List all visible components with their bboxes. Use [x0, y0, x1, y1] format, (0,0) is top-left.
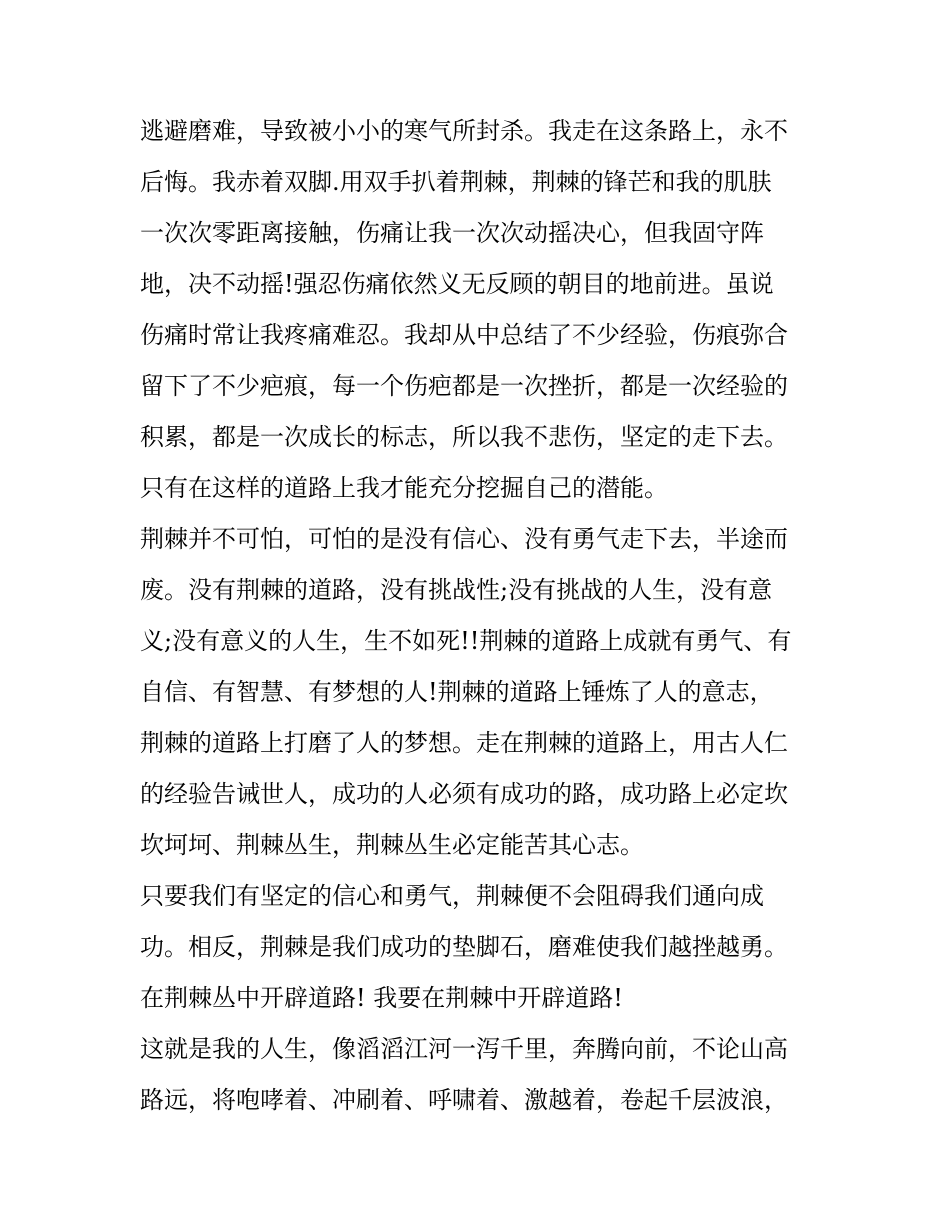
text-line: 废。没有荆棘的道路，没有挑战性;没有挑战的人生，没有意: [140, 576, 773, 604]
text-line: 地，决不动摇!强忍伤痛依然义无反顾的朝目的地前进。虽说: [140, 270, 774, 298]
text-line: 坎坷坷、荆棘丛生，荆棘丛生必定能苦其心志。: [140, 831, 644, 859]
text-line: 一次次零距离接触，伤痛让我一次次动摇决心，但我固守阵: [140, 219, 764, 247]
text-line: 后悔。我赤着双脚.用双手扒着荆棘，荆棘的锋芒和我的肌肤: [140, 168, 772, 196]
text-line: 只有在这样的道路上我才能充分挖掘自己的潜能。: [140, 474, 668, 502]
text-line: 义;没有意义的人生，生不如死!!荆棘的道路上成就有勇气、有: [140, 627, 792, 655]
text-line: 逃避磨难，导致被小小的寒气所封杀。我走在这条路上，永不: [140, 117, 788, 145]
document-body: [140, 106, 820, 1126]
text-line: 在荆棘丛中开辟道路! 我要在荆棘中开辟道路!: [140, 984, 623, 1012]
text-line: 荆棘并不可怕，可怕的是没有信心、没有勇气走下去，半途而: [140, 525, 788, 553]
text-line: 留下了不少疤痕，每一个伤疤都是一次挫折，都是一次经验的: [140, 372, 788, 400]
text-line: 自信、有智慧、有梦想的人!荆棘的道路上锤炼了人的意志，: [140, 678, 774, 706]
text-line: 路远，将咆哮着、冲刷着、呼啸着、激越着，卷起千层波浪，: [140, 1086, 788, 1114]
text-line: 功。相反，荆棘是我们成功的垫脚石，磨难使我们越挫越勇。: [140, 933, 788, 961]
text-line: 伤痛时常让我疼痛难忍。我却从中总结了不少经验，伤痕弥合: [140, 321, 788, 349]
text-line: 的经验告诫世人，成功的人必须有成功的路，成功路上必定坎: [140, 780, 788, 808]
text-line: 只要我们有坚定的信心和勇气，荆棘便不会阻碍我们通向成: [140, 882, 764, 910]
text-line: 这就是我的人生，像滔滔江河一泻千里，奔腾向前，不论山高: [140, 1035, 788, 1063]
text-line: 积累，都是一次成长的标志，所以我不悲伤，坚定的走下去。: [140, 423, 788, 451]
text-line: 荆棘的道路上打磨了人的梦想。走在荆棘的道路上，用古人仁: [140, 729, 788, 757]
